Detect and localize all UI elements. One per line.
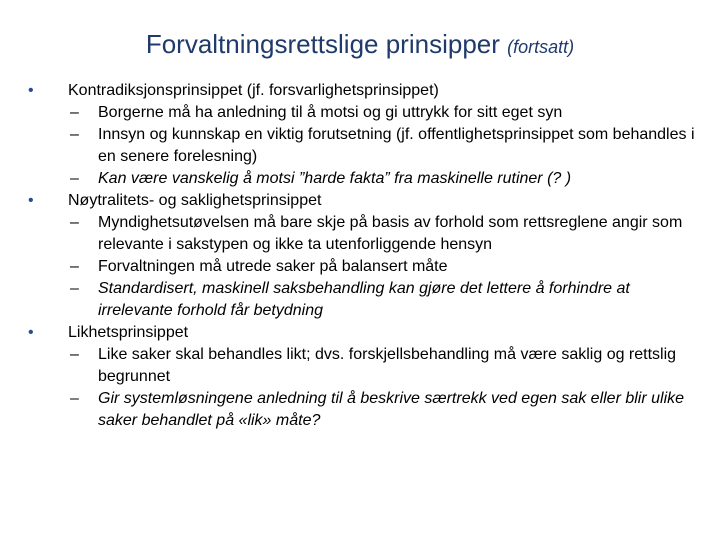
sub-item [28, 256, 704, 278]
sub-item-text: Gir systemløsningene anledning til å beskrive særtrekk ved egen sak eller blir ulike saker behandlet på «lik» måte? [98, 390, 685, 429]
dash-icon: – [70, 104, 79, 121]
title-suffix: (fortsatt) [507, 37, 575, 57]
bullet-icon: • [28, 192, 34, 209]
title-main: Forvaltningsrettslige prinsipper [145, 29, 500, 59]
bullet-icon: • [28, 324, 34, 341]
dash-icon: – [70, 170, 79, 187]
sub-item-text: Forvaltningen må utrede saker på balansert måte [98, 258, 448, 275]
dash-icon: – [70, 390, 79, 407]
bullet-text: Nøytralitets- og saklighetsprinsippet [68, 192, 322, 209]
bullet-item [28, 322, 704, 344]
bullet-icon: • [28, 82, 34, 99]
bullet-item [28, 190, 704, 212]
bullet-text: Kontradiksjonsprinsippet (jf. forsvarlighetsprinsippet) [68, 82, 439, 99]
sub-item-text: Innsyn og kunnskap en viktig forutsetning (jf. offentlighetsprinsippet som behandles i en senere forelesning) [98, 126, 695, 165]
sub-item-text: Borgerne må ha anledning til å motsi og gi uttrykk for sitt eget syn [98, 104, 563, 121]
sub-item [28, 388, 704, 432]
sub-item [28, 168, 704, 190]
sub-item [28, 344, 704, 388]
dash-icon: – [70, 280, 79, 297]
bullet-list [28, 80, 704, 432]
sub-item-text: Standardisert, maskinell saksbehandling kan gjøre det lettere å forhindre at irrelevante forhold får betydning [98, 280, 630, 319]
bullet-item [28, 80, 704, 102]
sub-item-text: Myndighetsutøvelsen må bare skje på basis av forhold som rettsreglene angir som relevante i sakstypen og ikke ta utenforliggende hensyn [98, 214, 683, 253]
slide-title [0, 28, 720, 63]
dash-icon: – [70, 258, 79, 275]
sub-item [28, 102, 704, 124]
dash-icon: – [70, 214, 79, 231]
sub-item-text: Like saker skal behandles likt; dvs. forskjellsbehandling må være saklig og rettslig begrunnet [98, 346, 677, 385]
dash-icon: – [70, 346, 79, 363]
sub-item-text: Kan være vanskelig å motsi ”harde fakta” fra maskinelle rutiner (? ) [98, 170, 572, 187]
sub-item [28, 212, 704, 256]
bullet-text: Likhetsprinsippet [68, 324, 189, 341]
dash-icon: – [70, 126, 79, 143]
sub-item [28, 278, 704, 322]
sub-item [28, 124, 704, 168]
